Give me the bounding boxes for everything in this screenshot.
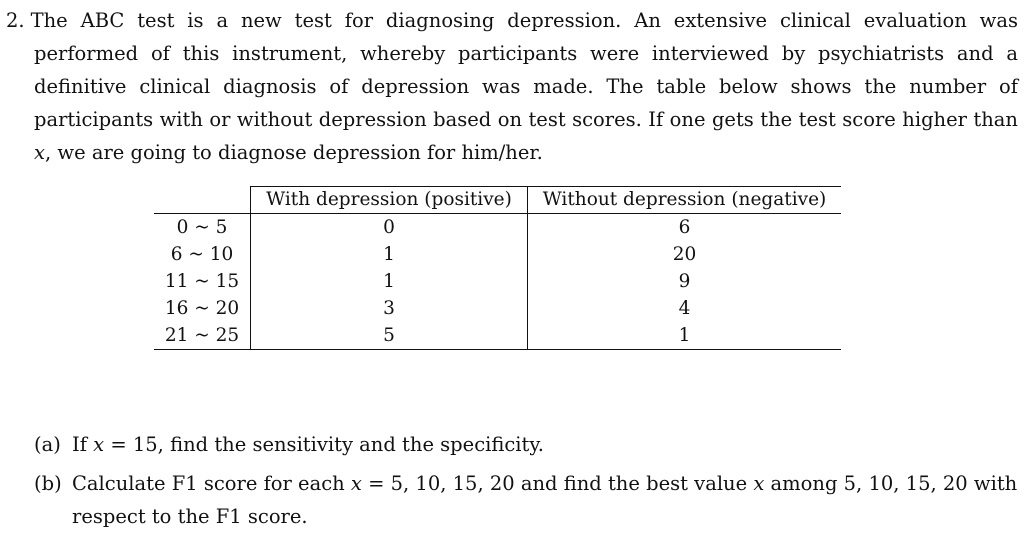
cell-negative: 9 [528, 268, 842, 295]
part-b-text [72, 467, 1018, 533]
part-b [34, 467, 1018, 533]
table-header-row [154, 187, 841, 214]
cell-positive: 1 [251, 268, 528, 295]
intro-text-end: , we are going to diagnose depression for him/her. [45, 141, 543, 164]
part-a-variable: x [93, 433, 105, 456]
part-b-mid: = 5, 10, 15, 20 and find the best value [361, 472, 754, 495]
header-positive: With depression (positive) [251, 187, 528, 214]
part-b-pre: Calculate F1 score for each [72, 472, 351, 495]
problem-statement [6, 4, 1018, 169]
table-row [154, 295, 841, 322]
cell-negative: 1 [528, 322, 842, 350]
row-range: 6 ~ 10 [170, 243, 234, 265]
part-a-pre: If [72, 433, 94, 456]
cell-positive: 1 [251, 241, 528, 268]
table-row [154, 322, 841, 350]
problem-number: 2. [6, 9, 25, 32]
cell-positive: 0 [251, 214, 528, 242]
part-b-variable: x [350, 472, 362, 495]
table-row [154, 241, 841, 268]
part-a-label: (a) [34, 433, 61, 456]
row-range: 0 ~ 5 [176, 216, 228, 238]
cell-positive: 5 [251, 322, 528, 350]
question-parts [34, 428, 1018, 539]
table-row [154, 268, 841, 295]
cell-negative: 6 [528, 214, 842, 242]
table-row [154, 214, 841, 242]
row-range: 21 ~ 25 [154, 322, 251, 350]
part-a-rest: = 15, find the sensitivity and the specificity. [104, 433, 544, 456]
cell-negative: 20 [528, 241, 842, 268]
row-range: 16 ~ 20 [164, 297, 240, 319]
intro-variable: x [34, 141, 45, 164]
cell-positive: 3 [251, 295, 528, 322]
header-negative: Without depression (negative) [528, 187, 842, 214]
row-range: 11 ~ 15 [164, 270, 240, 292]
part-a [34, 428, 1018, 461]
score-table [154, 186, 841, 350]
part-a-text [72, 428, 1018, 461]
intro-text: The ABC test is a new test for diagnosing depression. An extensive clinical evaluation was performed of this instrument, whereby participants were interviewed by psychiatrists and a definitive clinical diagnosis of depression was made. The table below shows the number of participants with or without depression based on test scores. If one gets the test score higher than [30, 9, 1018, 131]
part-b-label: (b) [34, 472, 62, 495]
part-b-variable-2: x [753, 472, 765, 495]
problem-intro [6, 4, 1018, 169]
cell-negative: 4 [528, 295, 842, 322]
part-b-rest: among 5, 10, 15, 20 with respect to the F1 score. [72, 472, 1018, 528]
header-blank [154, 187, 251, 214]
